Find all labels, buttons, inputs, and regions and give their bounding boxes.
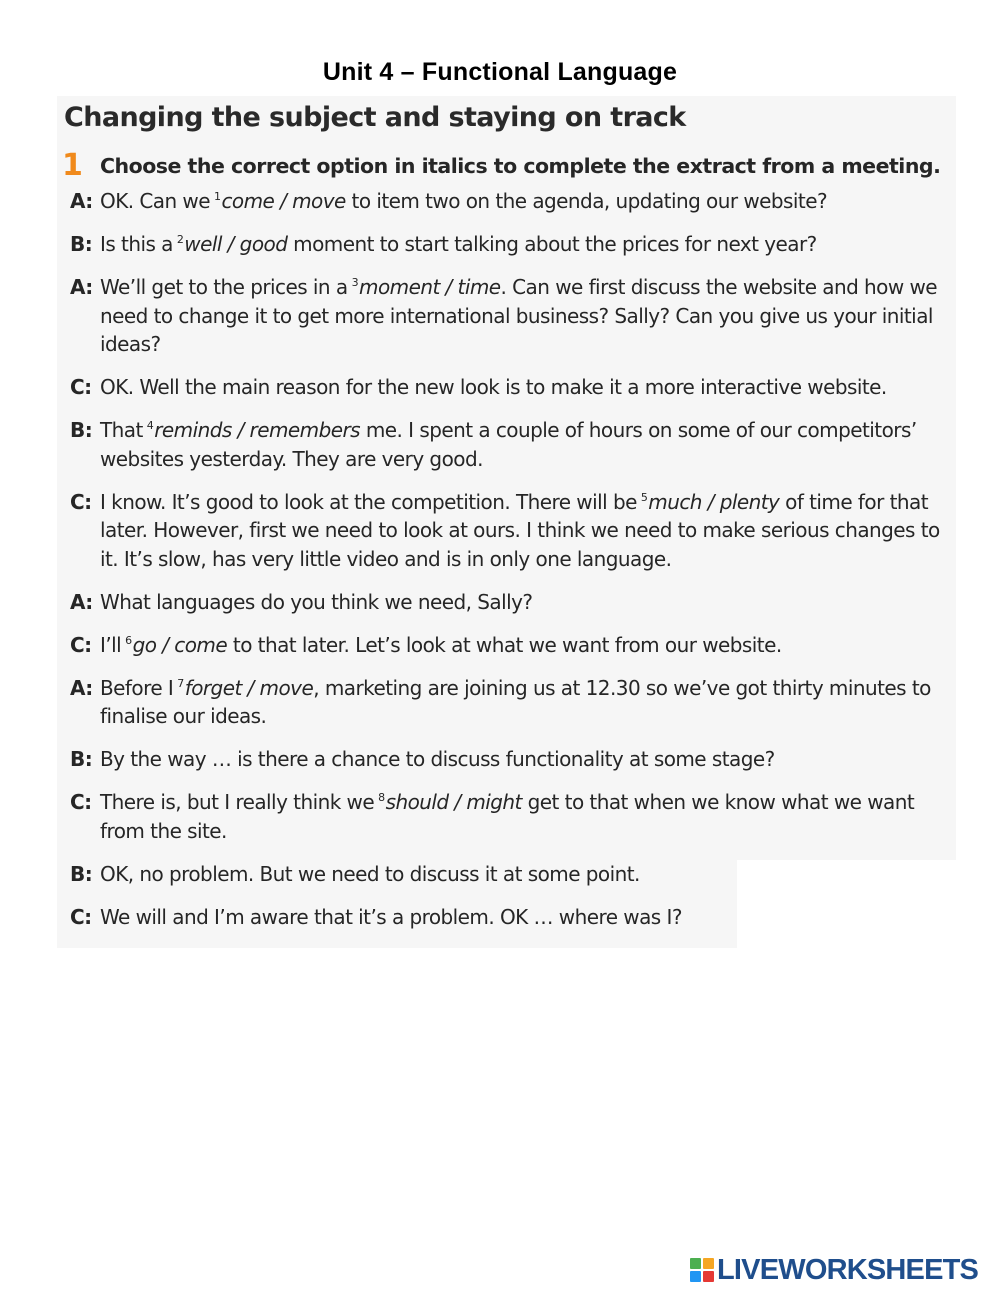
text-segment: to item two on the agenda, updating our website? (345, 189, 828, 213)
gap-number: 6 (125, 633, 132, 647)
gap-number: 7 (177, 676, 184, 690)
speaker-label: B: (70, 232, 93, 256)
text-segment: OK, no problem. But we need to discuss it at some point. (100, 861, 640, 886)
dialogue-line (62, 588, 954, 617)
text-segment: What languages do you think we need, Sally? (100, 589, 533, 614)
text-segment: That (100, 418, 143, 442)
dialogue-text (100, 860, 954, 889)
option-choice[interactable]: well / good (184, 232, 288, 256)
text-segment: get to that when we know what we want from the site. (100, 790, 915, 843)
logo-square (690, 1271, 701, 1282)
text-segment: I know. It’s good to look at the competition. There will be (100, 489, 637, 514)
text-segment: of time for that later. However, first we need to look at ours. I think we need to make serious changes to it. It’s slow, has very little video and is in only one language. (100, 489, 940, 571)
dialogue-line (62, 860, 954, 889)
dialogue-text (100, 588, 954, 617)
gap-number: 2 (176, 233, 184, 247)
dialogue-text (100, 631, 954, 660)
option-choice[interactable]: reminds / remembers (154, 418, 361, 442)
text-segment: We will and I’m aware that it’s a problem. OK … where was I? (100, 904, 682, 929)
dialogue-text (100, 788, 954, 845)
text-segment: . Can we first discuss the website and how we need to change it to get more international business? Sally? Can you give us your initial ideas? (100, 275, 938, 356)
speaker-label: B: (70, 747, 93, 771)
liveworksheets-logo (690, 1253, 978, 1287)
speaker-label: C: (70, 790, 92, 814)
text-segment: to that later. Let’s look at what we want from our website. (227, 632, 782, 657)
dialogue-line (62, 903, 954, 932)
task-number: 1 (62, 148, 83, 183)
dialogue-line (62, 488, 954, 574)
text-segment: me. I spent a couple of hours on some of our competitors’ websites yesterday. They are very good. (100, 418, 917, 471)
option-choice[interactable]: moment / time (359, 275, 501, 299)
speaker-label: A: (70, 589, 93, 614)
dialogue-text (100, 745, 954, 774)
speaker-label: A: (70, 675, 93, 700)
dialogue-text (100, 273, 954, 359)
logo-square (703, 1271, 714, 1282)
speaker-label: A: (70, 189, 93, 213)
text-segment: I’ll (100, 632, 122, 657)
option-choice[interactable]: much / plenty (648, 489, 780, 514)
gap-number: 5 (640, 490, 648, 504)
dialogue-text (100, 903, 954, 932)
worksheet-content (62, 96, 954, 946)
text-segment: Is this a (100, 232, 173, 256)
logo-text: LIVEWORKSHEETS (717, 1253, 979, 1286)
gap-number: 4 (146, 419, 154, 433)
logo-square (690, 1258, 701, 1269)
section-title: Changing the subject and staying on track (64, 102, 686, 133)
dialogue-text (100, 416, 954, 473)
text-segment: moment to start talking about the prices for next year? (287, 232, 817, 256)
gap-number: 1 (214, 190, 221, 204)
dialogue-line (62, 273, 954, 359)
speaker-label: B: (70, 418, 93, 442)
logo-grid-icon (690, 1258, 714, 1282)
dialogue-text (100, 230, 954, 259)
dialogue-line (62, 631, 954, 660)
text-segment: By the way … is there a chance to discuss functionality at some stage? (100, 747, 775, 771)
logo-square (703, 1258, 714, 1269)
task-instruction: Choose the correct option in italics to complete the extract from a meeting. (100, 154, 941, 178)
gap-number: 8 (378, 791, 385, 805)
text-segment: , marketing are joining us at 12.30 so we’ve got thirty minutes to finalise our ideas. (100, 675, 931, 728)
dialogue-line (62, 788, 954, 845)
speaker-label: C: (70, 489, 92, 514)
dialogue-text (100, 373, 954, 402)
dialogue-line (62, 373, 954, 402)
text-segment: There is, but I really think we (100, 790, 375, 814)
task-header (62, 148, 954, 183)
gap-number: 3 (351, 276, 359, 290)
dialogue-line (62, 416, 954, 473)
dialogue-line (62, 187, 954, 216)
text-segment: OK. Can we (100, 189, 210, 213)
text-segment: We’ll get to the prices in a (100, 275, 348, 299)
text-segment: OK. Well the main reason for the new look is to make it a more interactive website. (100, 375, 887, 399)
dialogue-text (100, 674, 954, 731)
speaker-label: C: (70, 904, 92, 929)
speaker-label: B: (70, 861, 93, 886)
dialogue (62, 187, 954, 931)
option-choice[interactable]: forget / move (184, 675, 314, 700)
speaker-label: C: (70, 632, 92, 657)
dialogue-text (100, 187, 954, 216)
speaker-label: C: (70, 375, 92, 399)
text-segment: Before I (100, 675, 174, 700)
dialogue-text (100, 488, 954, 574)
dialogue-line (62, 745, 954, 774)
option-choice[interactable]: should / might (385, 790, 522, 814)
option-choice[interactable]: go / come (132, 632, 228, 657)
speaker-label: A: (70, 275, 93, 299)
option-choice[interactable]: come / move (221, 189, 346, 213)
unit-title: Unit 4 – Functional Language (322, 58, 678, 86)
dialogue-line (62, 230, 954, 259)
dialogue-line (62, 674, 954, 731)
